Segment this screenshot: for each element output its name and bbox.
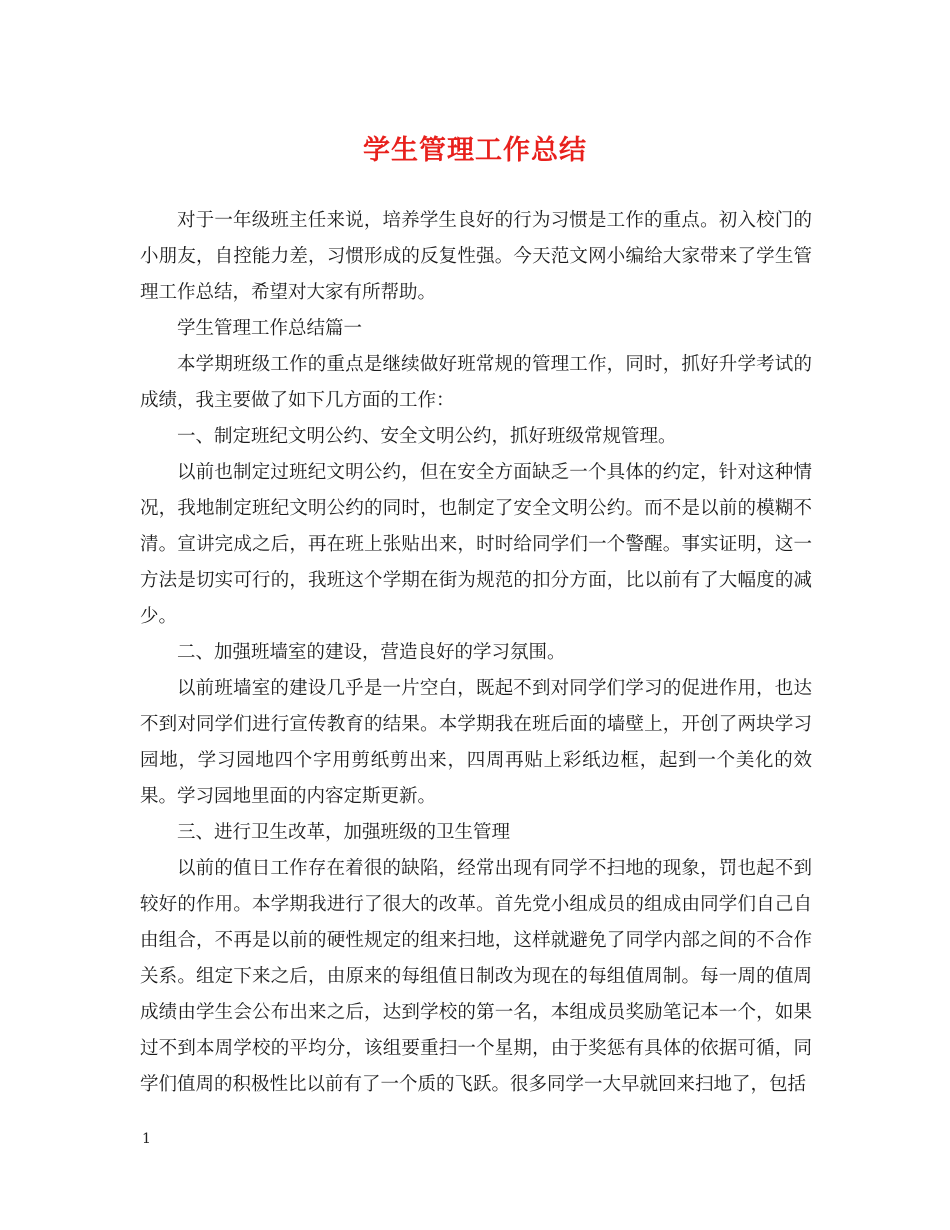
- paragraph-intro: 对于一年级班主任来说，培养学生良好的行为习惯是工作的重点。初入校门的小朋友，自控能力差，习惯形成的反复性强。今天范文网小编给大家带来了学生管理工作总结，希望对大家有所帮助。: [140, 210, 812, 303]
- paragraph-conventions: 以前也制定过班纪文明公约，但在安全方面缺乏一个具体的约定，针对这种情况，我地制定班纪文明公约的同时，也制定了安全文明公约。而不是以前的模糊不清。宣讲完成之后，再在班上张贴出来，时时给同学们一个警醒。事实证明，这一方法是切实可行的，我班这个学期在街为规范的扣分方面，比以前有了大幅度的减少。: [140, 462, 812, 627]
- section-heading-1: 一、制定班纪文明公约、安全文明公约，抓好班级常规管理。: [177, 426, 677, 447]
- section-heading-2: 二、加强班墙室的建设，营造良好的学习氛围。: [177, 642, 566, 663]
- document-body: [140, 203, 812, 1103]
- section-heading-part-one: 学生管理工作总结篇一: [177, 318, 363, 339]
- paragraph-hygiene: 以前的值日工作存在着很的缺陷，经常出现有同学不扫地的现象，罚也起不到较好的作用。本学期我进行了很大的改革。首先党小组成员的组成由同学们自己自由组合，不再是以前的硬性规定的组来扫地，这样就避免了同学内部之间的不合作关系。组定下来之后，由原来的每组值日制改为现在的每组值周制。每一周的值周成绩由学生会公布出来之后，达到学校的第一名，本组成员奖励笔记本一个，如果过不到本周学校的平均分，该组要重扫一个星期，由于奖惩有具体的依据可循，同学们值周的积极性比以前有了一个质的飞跃。很多同学一大早就回来扫地了，包括: [140, 858, 812, 1095]
- page-number: 1: [142, 1131, 151, 1147]
- paragraph-overview: 本学期班级工作的重点是继续做好班常规的管理工作，同时，抓好升学考试的成绩，我主要做了如下几方面的工作：: [140, 354, 812, 411]
- paragraph-classroom-wall: 以前班墙室的建设几乎是一片空白，既起不到对同学们学习的促进作用，也达不到对同学们进行宣传教育的结果。本学期我在班后面的墙壁上，开创了两块学习园地，学习园地四个字用剪纸剪出来，四周再贴上彩纸边框，起到一个美化的效果。学习园地里面的内容定斯更新。: [140, 678, 812, 807]
- document-title: 学生管理工作总结: [363, 135, 587, 166]
- section-heading-3: 三、进行卫生改革，加强班级的卫生管理: [177, 822, 511, 843]
